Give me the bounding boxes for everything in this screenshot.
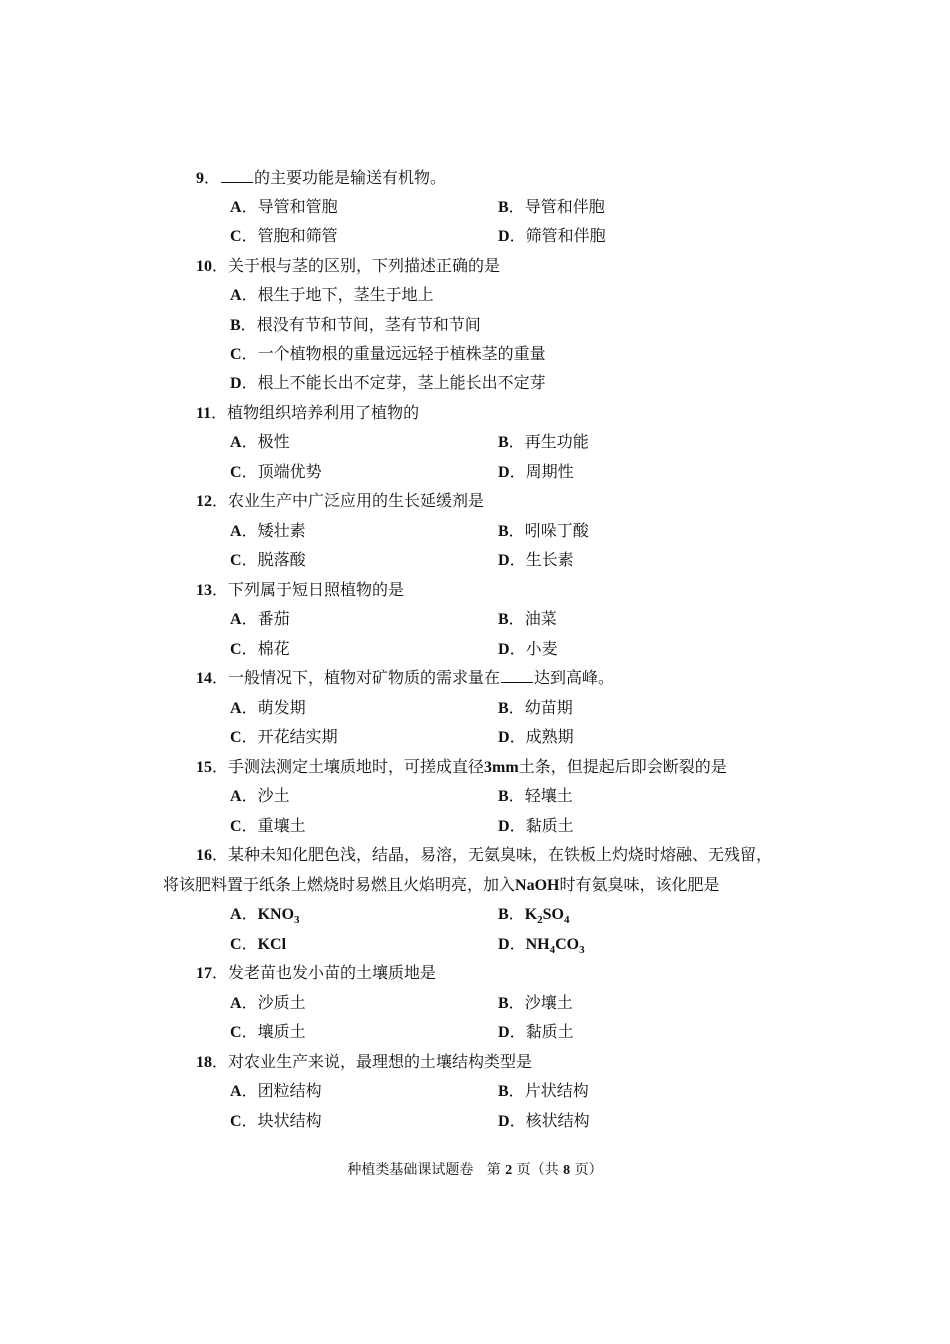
option-d: D．生长素 — [498, 550, 574, 569]
option-d: D．小麦 — [498, 639, 558, 658]
question-number: 9 — [196, 170, 204, 187]
formula: $KNO_3$ — [257, 906, 300, 926]
question-17-stem: 17．发老苗也发小苗的土壤质地是 — [196, 963, 437, 982]
option-c: C．KCl — [230, 934, 287, 953]
option-a: A．导管和管胞 — [230, 197, 338, 216]
question-12-stem: 12．农业生产中广泛应用的生长延缓剂是 — [196, 491, 485, 510]
option-b: B．$K_2SO_4$ — [498, 904, 570, 926]
option-b: B．再生功能 — [498, 432, 589, 451]
question-16-stem-line1: 16．某种未知化肥色浅，结晶，易溶，无氨臭味，在铁板上灼烧时熔融、无残留， — [196, 845, 773, 864]
question-11-stem: 11．植物组织培养利用了植物的 — [196, 403, 420, 422]
formula: $K_2SO_4$ — [524, 906, 570, 926]
option-a: A．沙质土 — [230, 993, 306, 1012]
question-9-stem: 9． 的主要功能是输送有机物。 — [196, 164, 446, 192]
option-b: B．吲哚丁酸 — [498, 521, 589, 540]
option-d: D．核状结构 — [498, 1111, 590, 1130]
option-c: C．重壤土 — [230, 816, 306, 835]
option-b: B．根没有节和节间，茎有节和节间 — [230, 315, 481, 334]
formula: KCl — [257, 936, 287, 953]
question-14-stem: 14．一般情况下，植物对矿物质的需求量在 达到高峰。 — [196, 664, 614, 692]
option-c: C．开花结实期 — [230, 727, 338, 746]
option-c: C．壤质土 — [230, 1022, 306, 1041]
answer-blank — [221, 164, 253, 183]
option-b: B．轻壤土 — [498, 786, 573, 805]
option-a: A．$KNO_3$ — [230, 904, 300, 926]
option-d: D．成熟期 — [498, 727, 574, 746]
question-13-stem: 13．下列属于短日照植物的是 — [196, 580, 405, 599]
option-d: D．$NH_4CO_3$ — [498, 934, 585, 956]
option-d: D．黏质土 — [498, 816, 574, 835]
option-d: D．筛管和伴胞 — [498, 226, 606, 245]
page-footer: 种植类基础课试题卷 第 2 页（共 8 页） — [347, 1162, 603, 1178]
question-18-stem: 18．对农业生产来说，最理想的土壤结构类型是 — [196, 1052, 533, 1071]
option-c: C．管胞和筛管 — [230, 226, 338, 245]
formula: $NH_4CO_3$ — [525, 936, 585, 956]
option-b: B．幼苗期 — [498, 698, 573, 717]
option-a: A．萌发期 — [230, 698, 306, 717]
option-c: C．块状结构 — [230, 1111, 322, 1130]
option-c: C．棉花 — [230, 639, 290, 658]
option-a: A．极性 — [230, 432, 290, 451]
option-a: A．沙土 — [230, 786, 290, 805]
answer-blank — [501, 664, 533, 683]
question-15-stem: 15．手测法测定土壤质地时，可搓成直径3mm土条，但提起后即会断裂的是 — [196, 757, 727, 776]
question-16-stem-line2: 将该肥料置于纸条上燃烧时易燃且火焰明亮，加入NaOH时有氨臭味，该化肥是 — [163, 875, 720, 894]
option-b: B．导管和伴胞 — [498, 197, 605, 216]
option-c: C．顶端优势 — [230, 462, 322, 481]
option-d: D．周期性 — [498, 462, 574, 481]
option-d: D．根上不能长出不定芽，茎上能长出不定芽 — [230, 373, 546, 392]
option-b: B．沙壤土 — [498, 993, 573, 1012]
option-a: A．矮壮素 — [230, 521, 306, 540]
option-a: A．根生于地下，茎生于地上 — [230, 285, 434, 304]
option-d: D．黏质土 — [498, 1022, 574, 1041]
option-c: C．一个植物根的重量远远轻于植株茎的重量 — [230, 344, 546, 363]
option-a: A．番茄 — [230, 609, 290, 628]
option-a: A．团粒结构 — [230, 1081, 322, 1100]
option-b: B．片状结构 — [498, 1081, 589, 1100]
question-10-stem: 10．关于根与茎的区别，下列描述正确的是 — [196, 256, 501, 275]
option-b: B．油菜 — [498, 609, 557, 628]
option-c: C．脱落酸 — [230, 550, 306, 569]
